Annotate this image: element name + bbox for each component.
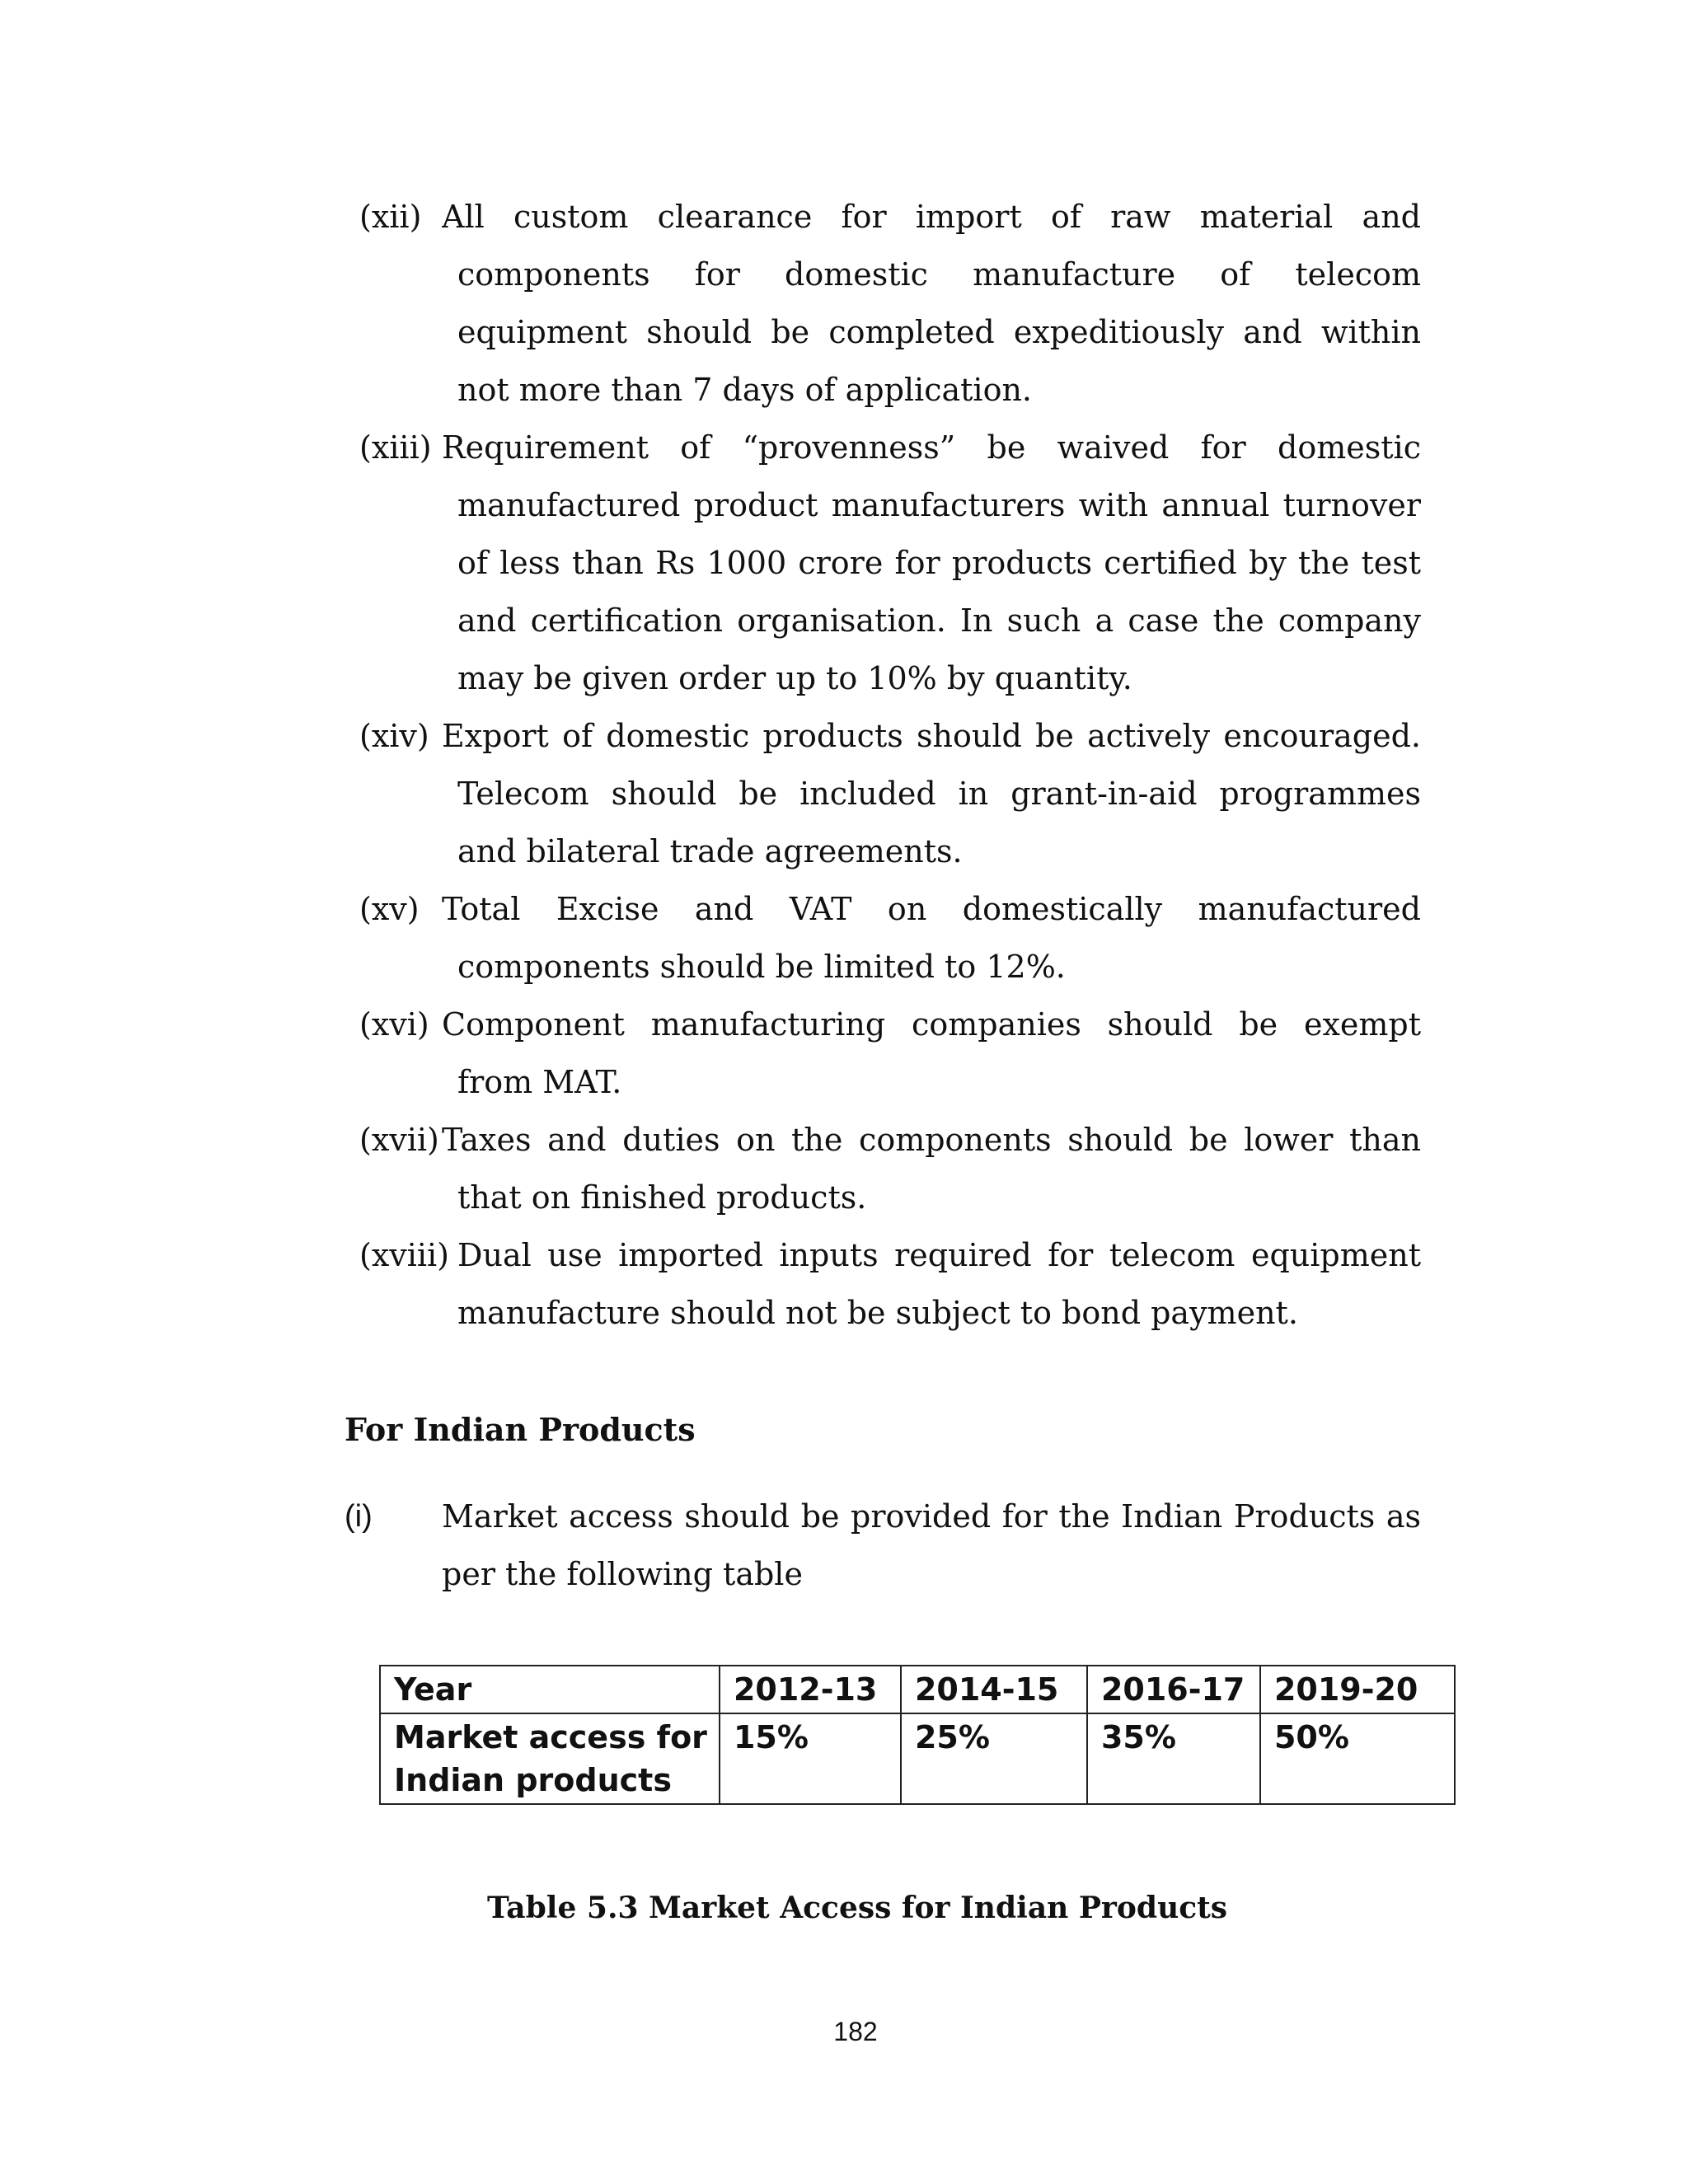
- item-number: (xvi): [359, 1006, 429, 1043]
- item-text-line: equipment should be completed expeditiously and within: [457, 314, 1421, 350]
- item-number: (xiii): [359, 429, 432, 466]
- paragraph-text-line: per the following table: [442, 1556, 803, 1592]
- item-text-line: of less than Rs 1000 crore for products certified by the test: [457, 545, 1421, 581]
- table-cell: 15%: [720, 1713, 901, 1804]
- item-text-line: Telecom should be included in grant-in-aid programmes: [457, 776, 1421, 812]
- item-text-line: Dual use imported inputs required for telecom equipment: [457, 1237, 1421, 1273]
- paragraph-text-line: Market access should be provided for the Indian Products as: [442, 1498, 1421, 1535]
- item-number: (xiv): [359, 718, 429, 754]
- page-number: 182: [833, 2017, 878, 2046]
- table-cell: 35%: [1087, 1713, 1260, 1804]
- item-text-line: and certification organisation. In such a case the company: [457, 602, 1421, 639]
- table-row-label: [380, 1713, 720, 1804]
- item-text-line: Taxes and duties on the components should be lower than: [442, 1122, 1421, 1158]
- item-text-line: may be given order up to 10% by quantity.: [457, 660, 1132, 696]
- section-heading: For Indian Products: [345, 1411, 696, 1448]
- table-header-cell: 2016-17: [1087, 1666, 1260, 1713]
- row-label-line: Indian products: [394, 1762, 672, 1798]
- item-text-line: manufacture should not be subject to bond payment.: [457, 1295, 1298, 1331]
- item-text-line: from MAT.: [457, 1064, 622, 1100]
- table-header-cell: Year: [380, 1666, 720, 1713]
- market-access-table: [379, 1665, 1456, 1805]
- item-text-line: components should be limited to 12%.: [457, 949, 1066, 985]
- table-header-cell: 2012-13: [720, 1666, 901, 1713]
- item-number: (xvii): [359, 1122, 439, 1158]
- item-text-line: Requirement of “provenness” be waived for domestic: [442, 429, 1421, 466]
- table-caption: Table 5.3 Market Access for Indian Products: [486, 1891, 1228, 1925]
- row-label-line: Market access for: [394, 1719, 707, 1755]
- item-number: (xv): [359, 891, 420, 927]
- item-text-line: Export of domestic products should be actively encouraged.: [442, 718, 1421, 754]
- table-cell: 50%: [1260, 1713, 1455, 1804]
- table-header-cell: 2014-15: [901, 1666, 1087, 1713]
- table-cell: 25%: [901, 1713, 1087, 1804]
- item-text-line: and bilateral trade agreements.: [457, 833, 963, 869]
- table-row: [380, 1713, 1455, 1804]
- table-header-cell: 2019-20: [1260, 1666, 1455, 1713]
- item-number: (xii): [359, 199, 422, 235]
- paragraph-number: (i): [345, 1499, 373, 1534]
- item-text-line: Component manufacturing companies should be exempt: [442, 1006, 1421, 1043]
- item-text-line: not more than 7 days of application.: [457, 372, 1033, 408]
- table-header-row: [380, 1666, 1455, 1713]
- item-text-line: All custom clearance for import of raw material and: [442, 199, 1421, 235]
- item-text-line: that on finished products.: [457, 1179, 867, 1216]
- item-text-line: Total Excise and VAT on domestically manufactured: [442, 891, 1421, 927]
- item-number: (xviii): [359, 1237, 450, 1273]
- item-text-line: components for domestic manufacture of telecom: [457, 256, 1421, 293]
- item-text-line: manufactured product manufacturers with annual turnover: [457, 487, 1421, 523]
